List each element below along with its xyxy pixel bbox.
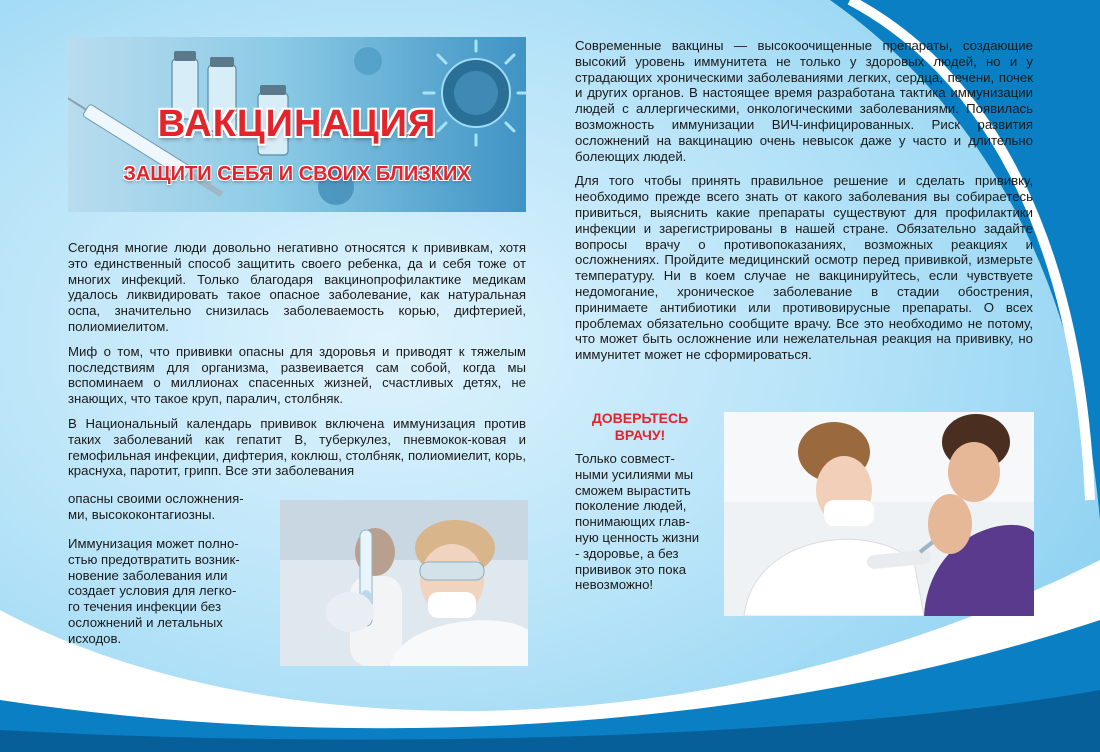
text-line: го течения инфекции без bbox=[68, 599, 222, 615]
text-line: невозможно! bbox=[575, 577, 654, 593]
vaccination-banner bbox=[68, 37, 526, 212]
text-line: - здоровье, а без bbox=[575, 545, 679, 561]
nurse-vaccination-photo bbox=[724, 412, 1034, 616]
immunization-text bbox=[68, 536, 268, 647]
banner-subtitle: ЗАЩИТИ СЕБЯ И СВОИХ БЛИЗКИХ bbox=[123, 163, 471, 185]
text-line: ную ценность жизни bbox=[575, 529, 700, 545]
text-line: сможем вырастить bbox=[575, 482, 691, 498]
heading-line: ВРАЧУ! bbox=[614, 427, 666, 443]
lab-scientist-photo bbox=[280, 500, 528, 666]
callout-text bbox=[575, 451, 715, 593]
text-line: поколение людей, bbox=[575, 498, 687, 514]
text-line: опасны своими осложнения- bbox=[68, 491, 244, 506]
banner-title: ВАКЦИНАЦИЯ bbox=[157, 103, 437, 145]
paragraph: Сегодня многие люди довольно негативно относятся к прививкам, хотя это единственный способ защитить своего ребенка, да и себя тоже от многих инфекций. Только благодаря вакцинопрофилактике медикам удалось ликвидировать такое опасное заболевание, как натуральная оспа, значительно снизилась заболеваемость корью, дифтерией, полиомиелитом. bbox=[68, 240, 526, 334]
paragraph: Современные вакцины — высокоочищенные препараты, создающие высокий уровень иммунитета не только у здоровых людей, но и у страдающих хроническими заболеваниями легких, сердца, печени, почек и других органов. В настоящее время разработана тактика иммунизации людей с аллергическими, онкологическими заболеваниями. Появилась возможность иммунизации ВИЧ-инфицированных. Риск развития осложнений на вакцинацию очень невысок даже у часто и длительно болеющих людей. bbox=[575, 38, 1033, 164]
paragraph: Для того чтобы принять правильное решение и сделать прививку, необходимо прежде всего знать от какого заболевания вы собираетесь привиться, выяснить какие препараты существуют для профилактики инфекции и зарегистрированы в нашей стране. Обязательно задайте вопросы врачу о противопоказаниях, возможных реакциях и осложнениях. Пройдите медицинский осмотр перед прививкой, измерьте температуру. Ни в коем случае не вакцинируйтесь, если чувствуете недомогание, хроническое заболевание в стадии обострения, принимаете антибиотики или противовирусные препараты. О всех проблемах обязательно сообщите врачу. Все это необходимо не потому, что может быть осложнение или нежелательная реакция на прививку, но иммунитет может не сформироваться. bbox=[575, 173, 1033, 363]
text-line: стью предотвратить возник- bbox=[68, 551, 240, 567]
text-line: создает условия для легко- bbox=[68, 583, 237, 599]
trust-doctor-heading bbox=[571, 410, 709, 444]
heading-line: ДОВЕРЬТЕСЬ bbox=[591, 410, 689, 426]
paragraph: В Национальный календарь прививок включена иммунизация против таких заболеваний как гепатит В, туберкулез, пневмокок-ковая и гемофильная инфекции, дифтерия, коклюш, столбняк, полиомиелит, корь, краснуха, паротит, грипп. Все эти заболевания bbox=[68, 415, 526, 479]
text-line: Иммунизация может полно- bbox=[68, 536, 239, 551]
text-line: исходов. bbox=[68, 630, 122, 646]
left-calendar-end bbox=[68, 491, 278, 523]
text-line: ми, высококонтагиозны. bbox=[68, 506, 216, 522]
text-line: новение заболевания или bbox=[68, 567, 228, 583]
text-line: прививок это пока bbox=[575, 561, 687, 577]
text-line: ными усилиями мы bbox=[575, 466, 694, 482]
text-line: понимающих глав- bbox=[575, 514, 690, 530]
text-line: осложнений и летальных bbox=[68, 614, 223, 630]
paragraph: Миф о том, что прививки опасны для здоровья и приводят к тяжелым последствиям для организма, развеивается сам собой, когда мы вспоминаем о миллионах спасенных жизней, счастливых детях, не знающих, что такое круп, паралич, столбняк. bbox=[68, 343, 526, 407]
text-line: Только совмест- bbox=[575, 451, 675, 466]
left-intro-text bbox=[68, 240, 526, 479]
right-column-text bbox=[575, 38, 1033, 372]
